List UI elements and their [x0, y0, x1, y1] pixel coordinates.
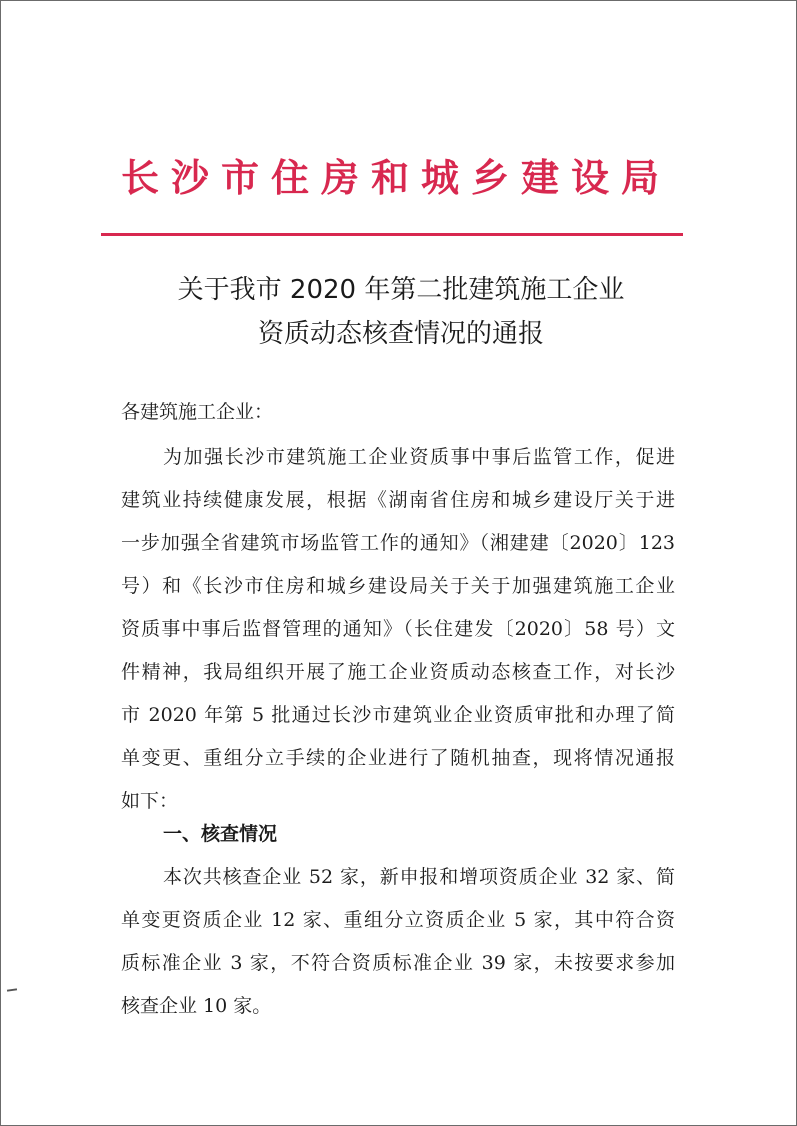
red-divider-line — [101, 233, 683, 236]
paragraph-line: 建筑业持续健康发展，根据《湖南省住房和城乡建设厅关于进 — [121, 489, 675, 511]
document-title-line-1: 关于我市 2020 年第二批建筑施工企业 — [177, 275, 625, 305]
paragraph-line: 质标准企业 3 家，不符合资质标准企业 39 家，未按要求参加 — [121, 952, 675, 974]
salutation: 各建筑施工企业： — [121, 401, 274, 423]
paragraph-line: 核查企业 10 家。 — [121, 995, 272, 1017]
paragraph-line: 资质事中事后监督管理的通知》（长住建发〔2020〕58 号）文 — [121, 618, 675, 640]
paragraph-line: 件精神，我局组织开展了施工企业资质动态核查工作，对长沙 — [121, 661, 675, 683]
paragraph-line: 单变更资质企业 12 家、重组分立资质企业 5 家，其中符合资 — [121, 909, 675, 931]
paragraph-line: 本次共核查企业 52 家，新申报和增项资质企业 32 家、简 — [163, 866, 675, 888]
document-title-line-2: 资质动态核查情况的通报 — [257, 319, 544, 349]
paragraph-line: 如下： — [121, 790, 179, 812]
paragraph-line: 为加强长沙市建筑施工企业资质事中事后监管工作，促进 — [163, 446, 675, 468]
paragraph-line: 一步加强全省建筑市场监管工作的通知》（湘建建〔2020〕123 — [121, 532, 675, 554]
paragraph-line: 单变更、重组分立手续的企业进行了随机抽查，现将情况通报 — [121, 747, 675, 769]
paragraph-line: 号）和《长沙市住房和城乡建设局关于关于加强建筑施工企业 — [121, 575, 675, 597]
section-heading: 一、核查情况 — [163, 823, 278, 845]
scan-mark — [7, 988, 17, 991]
paragraph-line: 市 2020 年第 5 批通过长沙市建筑业企业资质审批和办理了简 — [121, 704, 675, 726]
agency-name: 长沙市住房和城乡建设局 — [120, 155, 671, 200]
